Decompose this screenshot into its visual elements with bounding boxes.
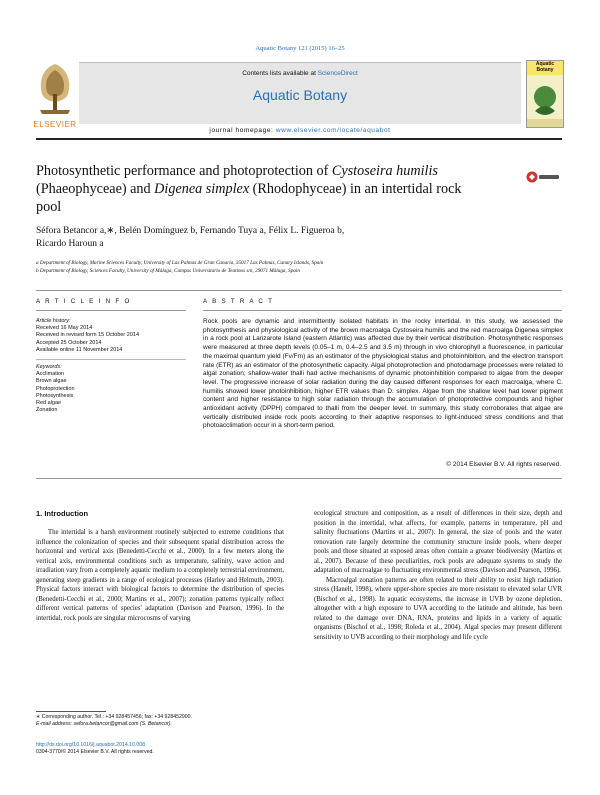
article-identifiers (36, 742, 296, 756)
keyword: Acclimation (36, 371, 65, 378)
elsevier-wordmark: ELSEVIER (33, 120, 77, 129)
abstract-rule (203, 310, 562, 311)
issn-line: 0304-3770/© 2014 Elsevier B.V. All rights reserved. (36, 749, 154, 755)
title-part-3: (Rhodophyceae) in an intertidal rock pool (36, 181, 462, 215)
crossmark-icon[interactable] (526, 170, 560, 184)
keyword: Photosynthesis (36, 392, 74, 399)
title-part-2: (Phaeophyceae) and (36, 181, 155, 197)
paragraph: ecological structure and composition, as a result of differences in their size, depth and position in the intertidal, what affects, for example, patterns in temperature, pH and salinity fluctuations (Martins et al., 2007). In general, the size of pools and the water renovation rate largely determine the community structure inside pools, where deeper pools and those situated at exposed areas often contain a greater biodiversity (Martins et al., 2007). Because of these peculiarities, rock pools are adequate systems to study the adaptation of macroalgae to fluctuating environmental stress (Davison and Pearson, 1996). (314, 510, 562, 574)
history-online: Available online 11 November 2014 (36, 346, 123, 353)
affiliation-a: a Department of Biology, Marine Sciences Faculty, University of Las Palmas de Gran Canaria, 35017 Las Palmas, Canary Islands, Spain (36, 260, 324, 266)
cover-title: Aquatic Botany (535, 61, 555, 73)
info-rule (36, 310, 186, 311)
history-label: Article history: (36, 318, 71, 324)
journal-reference[interactable]: Aquatic Botany 121 (2015) 16–25 (255, 45, 345, 52)
sciencedirect-link[interactable]: ScienceDirect (317, 70, 358, 77)
introduction-heading: 1. Introduction (36, 509, 89, 518)
keywords-label: Keywords: (36, 364, 62, 371)
abstract-heading: A B S T R A C T (203, 298, 274, 305)
section-rule (36, 290, 562, 291)
abstract-text: Rock pools are dynamic and intermittently isolated habitats in the rocky intertidal. In this study, we assessed the photosynthesis and physiological activity of the brown macroalga Cystoseira humilis and the red macroalga Digenea simplex in a rock pool at Lanzarote Island (eastern Atlantic) was affected due by their vertical distribution. Photosynthetic responses were measured at three depth levels (0.05–1 m, 0.4–2.5 and 3.5 m) through in vivo chlorophyll a fluorescence, in particular the maximal quantum yield (Fv/Fm) as an estimator of the physiological status and photoinhibition, and the electron transport rate (ETR) as an estimator of the photosynthetic capacity. Algal photoprotection and photodamage processes were related to algal zonation; shallow-water thalli had active mechanisms of dynamic photoinhibition compared to algae from the deeper level. The progressive increase of solar radiation during the day caused different responses for each macroalga, where C. humilis showed lower photoinhibition, higher ETR values than D. simplex. Algae from the shallow level had lower pigment content and higher resistance to high solar radiation through the accumulation of photoprotective compounds and higher antioxidant activity (DPPH) compared to thalli from the deeper level. In summary, this study corroborates that algae are vertically distributed inside rock pools according to their adaptive responses to light-induced stress conditions and that photoacclimation occur in a short-term period. (203, 318, 563, 430)
homepage-prefix: journal homepage: (209, 127, 276, 134)
article-info (36, 318, 186, 414)
paragraph: Macroalgal zonation patterns are often related to their ability to resist high radiation stress (Hanelt, 1998), where upper-shore species are more resistant to elevated solar UVR (Bischof et al., 1998). In aquatic ecosystems, the increase in UVB by ozone depletion, altogether with a high exposure to UVA according to the latitude and altitude, has been related to the damage over DNA, RNA, proteins and lipids in a variety of aquatic organisms (Bischof et al., 1998; Roleda et al., 2004). Algal species may present different sensitivity to UVB according to their morphology and life cycle (314, 576, 562, 641)
email-note[interactable]: E-mail address: sefora.betancor@gmail.com (S. Betancor). (36, 721, 172, 727)
title-species-1: Cystoseira humilis (331, 163, 438, 179)
author-list (36, 225, 456, 251)
homepage-line (79, 127, 521, 134)
history-revised: Received in revised form 15 October 2014 (36, 332, 140, 339)
body-column-left (36, 528, 284, 623)
article-info-heading: A R T I C L E I N F O (36, 298, 132, 305)
title-part-1: Photosynthetic performance and photoprotection of (36, 163, 332, 179)
keyword: Red algae (36, 400, 62, 407)
contents-prefix: Contents lists available at (242, 70, 318, 77)
history-accepted: Accepted 25 October 2014 (36, 339, 102, 346)
abstract-end-rule (36, 478, 562, 479)
keyword: Brown algae (36, 378, 67, 385)
journal-title[interactable]: Aquatic Botany (252, 87, 348, 103)
footnote-rule (36, 711, 106, 712)
affiliations (36, 259, 536, 275)
keyword: Zonation (36, 407, 58, 414)
affiliation-b: b Department of Biology, Sciences Faculty, University of Málaga, Campus Universitario de Teatinos s/n, 29071 Málaga, Spain (36, 268, 300, 274)
elsevier-tree-logo (34, 60, 76, 124)
history-received: Received 16 May 2014 (36, 325, 93, 332)
title-species-2: Digenea simplex (154, 181, 250, 197)
authors-line-2[interactable]: Ricardo Haroun a (36, 239, 104, 249)
paragraph: The intertidal is a harsh environment routinely subjected to extreme conditions that influence the colonization of species and their subsequent spatial distribution across the horizontal and vertical axis (Benedetti-Cecchi et al., 2000). In a few meters along the vertical axis, environmental conditions such as temperature, salinity, wave action and irradiation vary from a completely aquatic medium to a completely terrestrial environment, generating steep gradients in a range of ecological processes (Harley and Helmuth, 2003). Physical factors interact with biological factors to determine the distribution of species (Benedetti-Cecchi et al., 2000; Martins et al., 2007); zonation patterns typically reflect different vertical patterns of species' adaptation (Davison and Pearson, 1996). In the intertidal, rock pools are singular microcosms of varying (36, 529, 284, 622)
corresponding-author-note: ∗ Corresponding author. Tel.: +34 928457456; fax: +34 928452900. (36, 714, 192, 720)
doi-link[interactable]: http://dx.doi.org/10.1016/j.aquabot.2014.10.008 (36, 742, 146, 748)
header-rule (36, 138, 562, 140)
abstract-copyright: © 2014 Elsevier B.V. All rights reserved. (446, 461, 561, 468)
body-column-right (314, 509, 562, 642)
footnotes (36, 714, 296, 728)
authors-line-1[interactable]: Séfora Betancor a,∗, Belén Domínguez b, Fernando Tuya a, Félix L. Figueroa b, (36, 226, 345, 236)
keyword: Photoprotection (36, 385, 75, 392)
article-title (36, 162, 476, 216)
contents-line (79, 70, 521, 77)
homepage-link[interactable]: www.elsevier.com/locate/aquabot (275, 127, 391, 134)
info-divider (36, 359, 186, 360)
